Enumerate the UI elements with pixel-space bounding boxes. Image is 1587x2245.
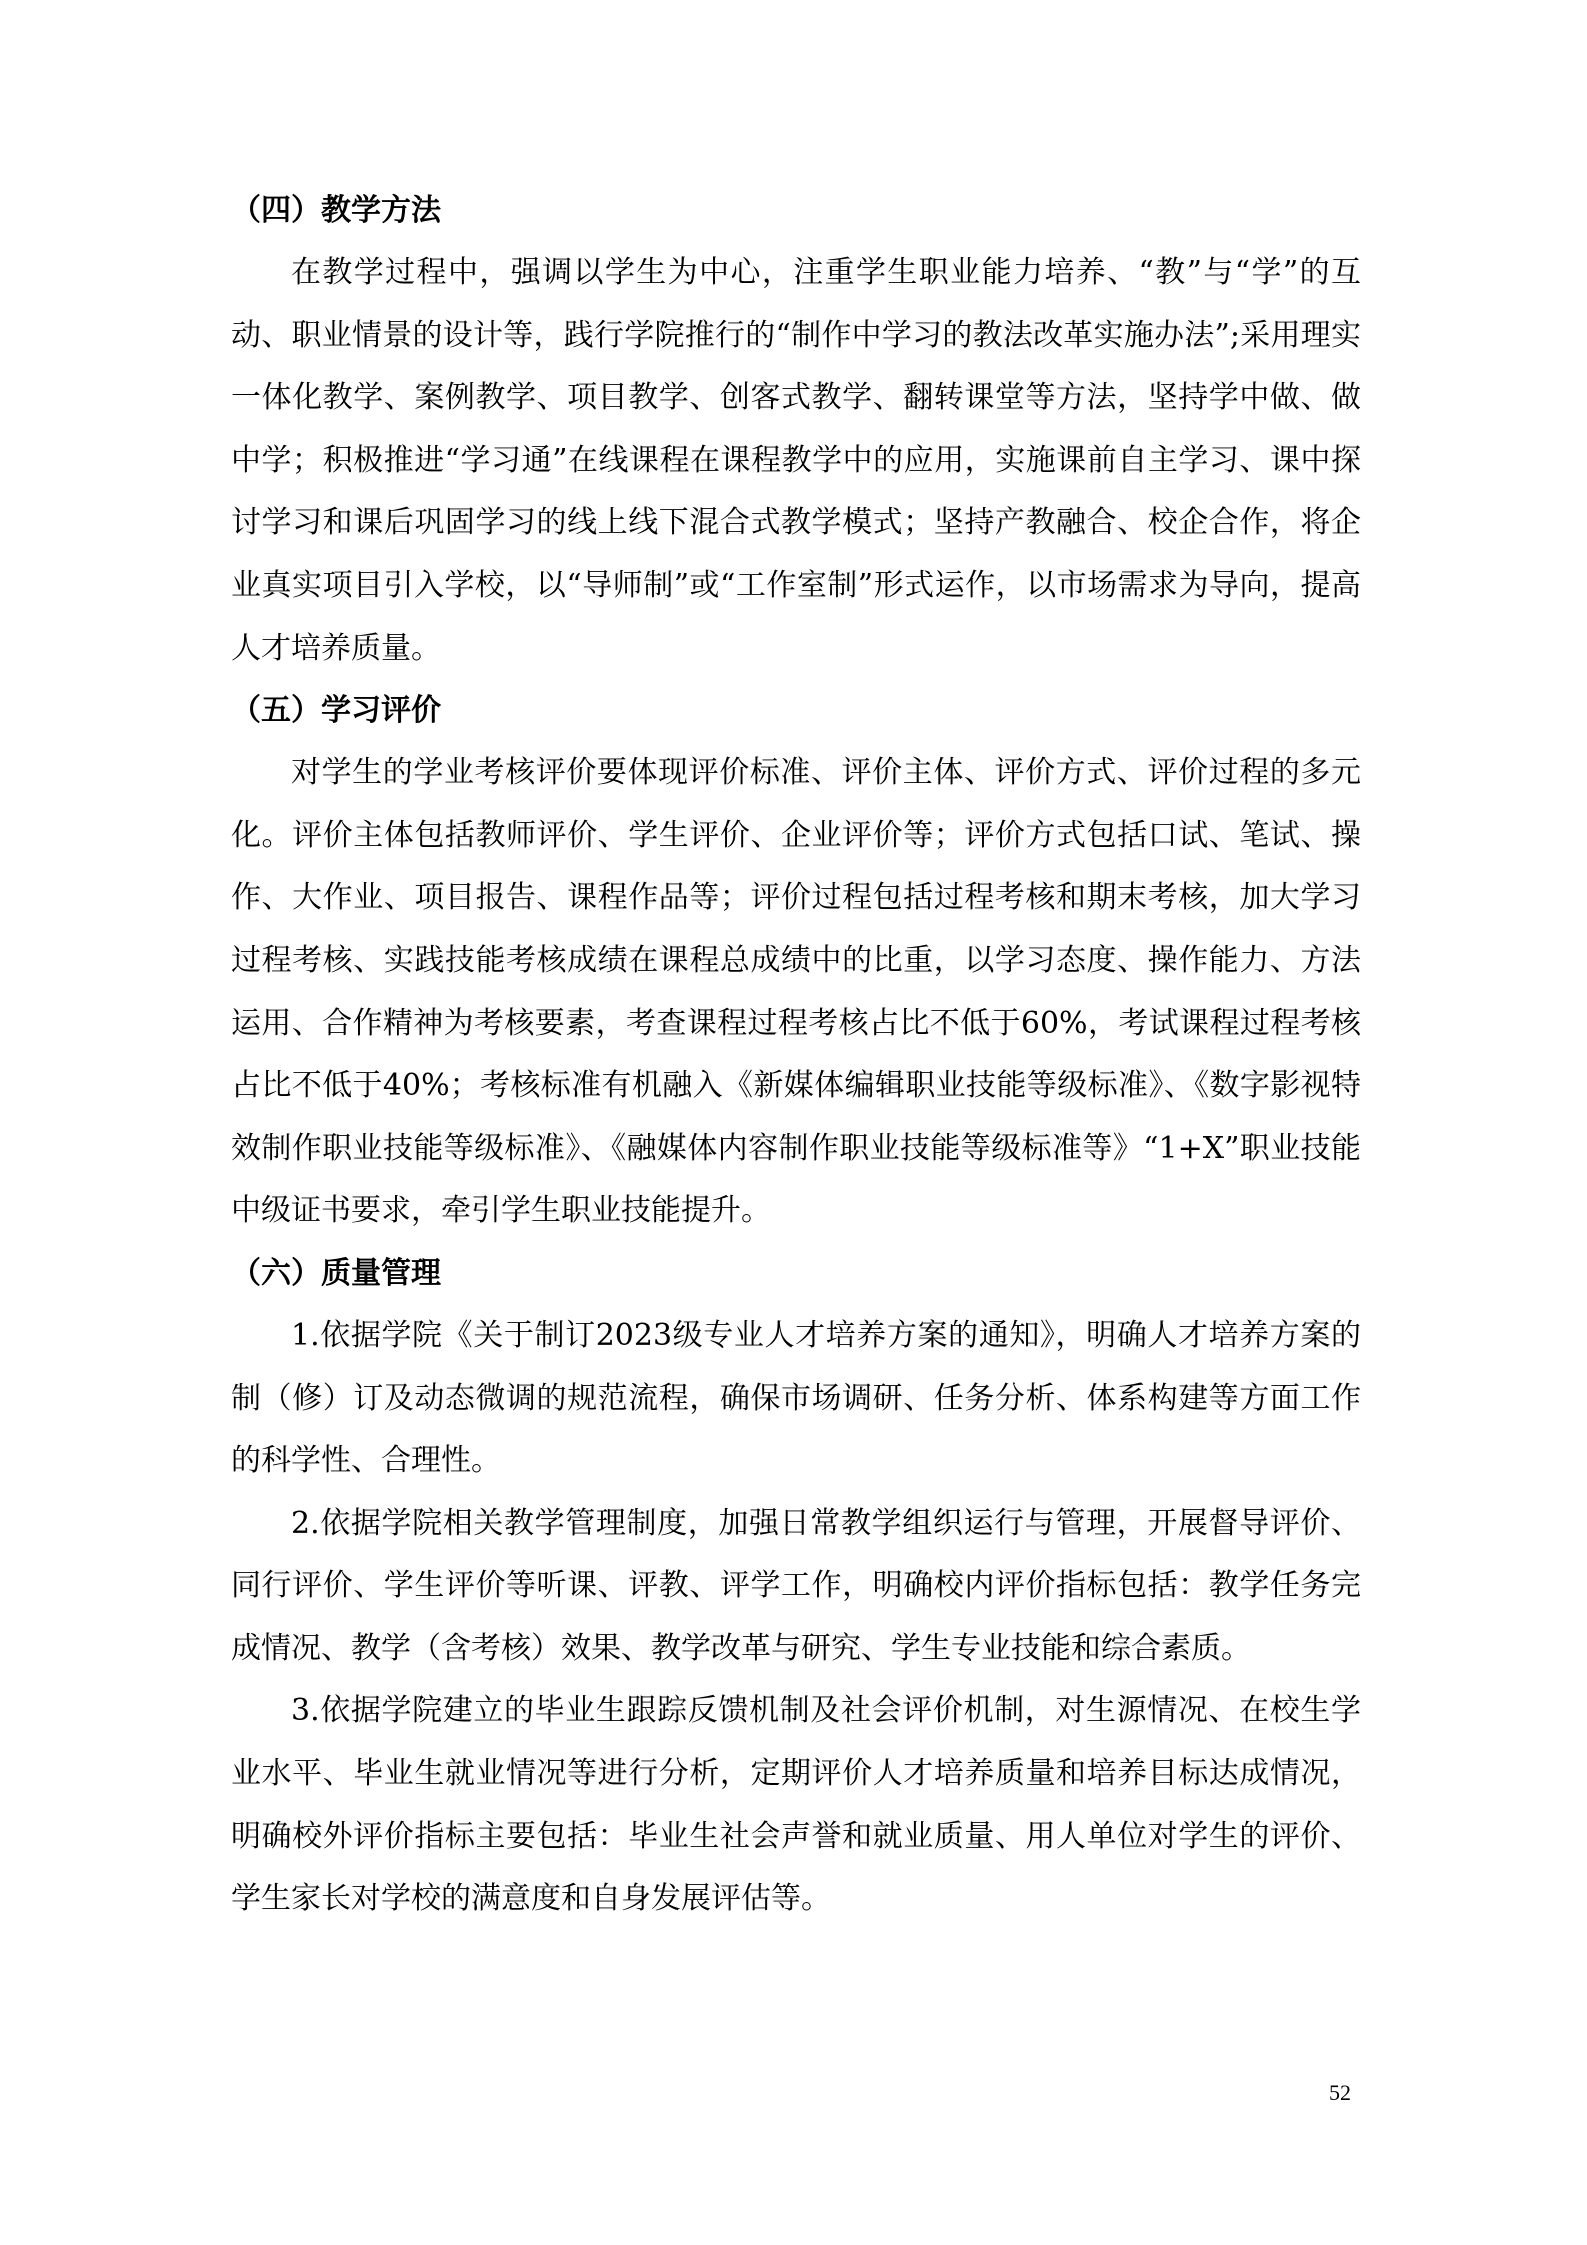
paragraph-quality-management-3: 3.依据学院建立的毕业生跟踪反馈机制及社会评价机制，对生源情况、在校生学业水平、毕业生就业情况等进行分析，定期评价人才培养质量和培养目标达成情况，明确校外评价指标主要包括：毕业生社会声誉和就业质量、用人单位对学生的评价、学生家长对学校的满意度和自身发展评估等。: [231, 1693, 1361, 1917]
paragraph-quality-management-1: 1.依据学院《关于制订2023级专业人才培养方案的通知》，明确人才培养方案的制（修）订及动态微调的规范流程，确保市场调研、任务分析、体系构建等方面工作的科学性、合理性。: [231, 1317, 1361, 1479]
page-content: [231, 180, 1361, 1931]
paragraph-quality-management-2: 2.依据学院相关教学管理制度，加强日常教学组织运行与管理，开展督导评价、同行评价、学生评价等听课、评教、评学工作，明确校内评价指标包括：教学任务完成情况、教学（含考核）效果、教学改革与研究、学生专业技能和综合素质。: [231, 1505, 1361, 1666]
section-heading-learning-evaluation: （五）学习评价: [231, 693, 441, 729]
section-heading-teaching-methods: （四）教学方法: [231, 193, 441, 228]
paragraph-learning-evaluation: 对学生的学业考核评价要体现评价标准、评价主体、评价方式、评价过程的多元化。评价主体包括教师评价、学生评价、企业评价等；评价方式包括口试、笔试、操作、大作业、项目报告、课程作品等；评价过程包括过程考核和期末考核，加大学习过程考核、实践技能考核成绩在课程总成绩中的比重，以学习态度、操作能力、方法运用、合作精神为考核要素，考查课程过程考核占比不低于60%，考试课程过程考核占比不低于40%；考核标准有机融入《新媒体编辑职业技能等级标准》、《数字影视特效制作职业技能等级标准》、《融媒体内容制作职业技能等级标准等》“1+X”职业技能中级证书要求，牵引学生职业技能提升。: [231, 755, 1361, 1229]
section-heading-quality-management: （六）质量管理: [231, 1255, 441, 1291]
paragraph-teaching-methods: 在教学过程中，强调以学生为中心，注重学生职业能力培养、“教”与“学”的互动、职业情景的设计等，践行学院推行的“制作中学习的教法改革实施办法”;采用理实一体化教学、案例教学、项目教学、创客式教学、翻转课堂等方法，坚持学中做、做中学；积极推进“学习通”在线课程在课程教学中的应用，实施课前自主学习、课中探讨学习和课后巩固学习的线上线下混合式教学模式；坚持产教融合、校企合作，将企业真实项目引入学校，以“导师制”或“工作室制”形式运作，以市场需求为导向，提高人才培养质量。: [231, 255, 1361, 666]
page-number: 52: [1329, 2080, 1351, 2105]
